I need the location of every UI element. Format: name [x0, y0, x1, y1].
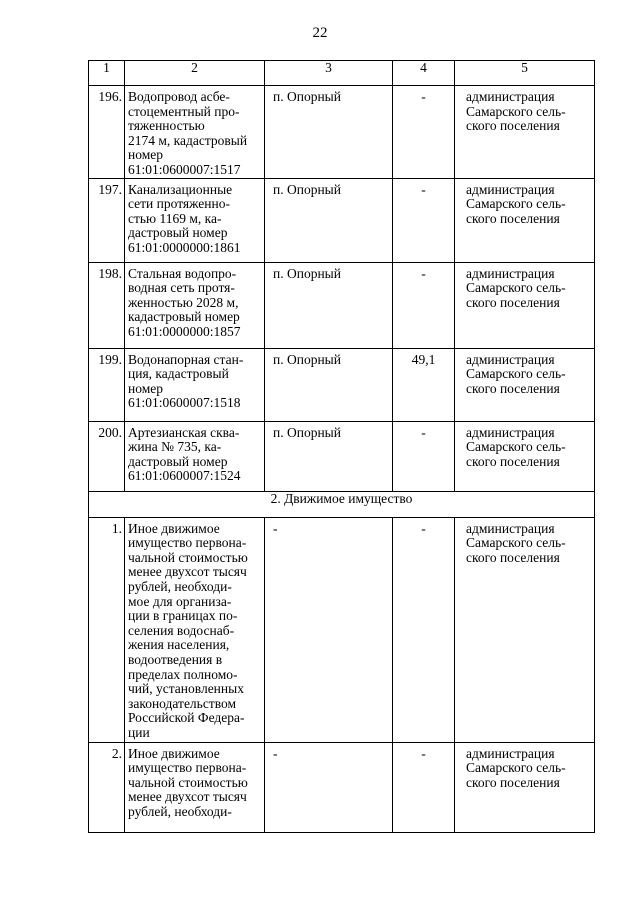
table-row — [89, 86, 595, 179]
name-line: менее двухсот тысяч — [128, 564, 247, 580]
name-line: тяженностью — [128, 118, 205, 134]
name-line: дастровый номер — [128, 225, 228, 241]
header-cell-5: 5 — [455, 61, 595, 86]
row-number: 196. — [89, 86, 125, 179]
name-line: ция, кадастровый — [128, 366, 229, 382]
owner-line: ского поселения — [466, 453, 560, 469]
name-line: менее двухсот тысяч — [128, 789, 247, 805]
property-location: п. Опорный — [265, 262, 393, 348]
name-line: сети протяженно- — [128, 196, 230, 212]
row-number: 200. — [89, 421, 125, 491]
name-line: номер — [128, 380, 164, 396]
property-name — [125, 517, 265, 742]
name-line: номер — [128, 147, 164, 163]
name-line: женностью 2028 м, — [128, 294, 239, 310]
name-line: Канализационные — [128, 181, 233, 197]
owner-line: Самарского сель- — [466, 439, 566, 455]
property-area: - — [393, 86, 455, 179]
property-location: - — [265, 742, 393, 832]
property-location: - — [265, 517, 393, 742]
row-number: 2. — [89, 742, 125, 832]
name-line: 61:01:0000000:1857 — [128, 323, 241, 339]
property-area: - — [393, 421, 455, 491]
row-number: 197. — [89, 178, 125, 262]
name-line: Иное движимое — [128, 745, 220, 761]
property-location: п. Опорный — [265, 178, 393, 262]
property-name — [125, 178, 265, 262]
name-line: имущество первона- — [128, 535, 247, 551]
name-line: мое для организа- — [128, 593, 232, 609]
property-owner — [455, 348, 595, 421]
owner-line: Самарского сель- — [466, 366, 566, 382]
owner-line: администрация — [466, 351, 555, 367]
property-area: - — [393, 742, 455, 832]
owner-line: ского поселения — [466, 380, 560, 396]
header-cell-4: 4 — [393, 61, 455, 86]
name-line: стью 1169 м, ка- — [128, 210, 222, 226]
name-line: 61:01:0600007:1524 — [128, 468, 241, 484]
owner-line: Самарского сель- — [466, 535, 566, 551]
property-location: п. Опорный — [265, 421, 393, 491]
row-number: 198. — [89, 262, 125, 348]
header-cell-1: 1 — [89, 61, 125, 86]
owner-line: администрация — [466, 520, 555, 536]
name-line: Российской Федера- — [128, 710, 245, 726]
name-line: селения водоснаб- — [128, 622, 235, 638]
table-row — [89, 421, 595, 491]
header-row — [89, 61, 595, 86]
property-area: - — [393, 262, 455, 348]
property-owner — [455, 178, 595, 262]
section-title: 2. Движимое имущество — [89, 491, 595, 517]
property-owner — [455, 421, 595, 491]
property-location: п. Опорный — [265, 348, 393, 421]
property-owner — [455, 742, 595, 832]
table-row — [89, 178, 595, 262]
page-number: 22 — [312, 25, 328, 41]
name-line: водная сеть протя- — [128, 280, 235, 296]
name-line: Водопровод асбе- — [128, 89, 230, 104]
owner-line: ского поселения — [466, 294, 560, 310]
property-name — [125, 86, 265, 179]
owner-line: администрация — [466, 745, 555, 761]
name-line: рублей, необходи- — [128, 578, 232, 594]
table-row — [89, 517, 595, 742]
row-number: 199. — [89, 348, 125, 421]
name-line: пределах полномо- — [128, 666, 238, 682]
property-registry-table — [88, 60, 595, 833]
name-line: жина № 735, ка- — [128, 439, 222, 455]
table-row — [89, 348, 595, 421]
name-line: водоотведения в — [128, 651, 223, 667]
name-line: жения населения, — [128, 637, 230, 653]
name-line: Стальная водопро- — [128, 265, 237, 281]
property-owner — [455, 517, 595, 742]
owner-line: ского поселения — [466, 118, 560, 134]
name-line: Иное движимое — [128, 520, 220, 536]
name-line: ции в границах по- — [128, 608, 238, 624]
owner-line: Самарского сель- — [466, 196, 566, 212]
name-line: 2174 м, кадастровый — [128, 132, 248, 148]
row-number: 1. — [89, 517, 125, 742]
owner-line: Самарского сель- — [466, 280, 566, 296]
name-line: рублей, необходи- — [128, 803, 232, 819]
name-line: Артезианская сква- — [128, 424, 240, 440]
table-row — [89, 742, 595, 832]
name-line: чий, установленных — [128, 681, 244, 697]
name-line: 61:01:0000000:1861 — [128, 239, 241, 255]
property-owner — [455, 262, 595, 348]
header-cell-2: 2 — [125, 61, 265, 86]
name-line: Водонапорная стан- — [128, 351, 244, 367]
owner-line: Самарского сель- — [466, 760, 566, 776]
owner-line: ского поселения — [466, 549, 560, 565]
name-line: имущество первона- — [128, 760, 247, 776]
property-area: - — [393, 517, 455, 742]
name-line: законодательством — [128, 695, 237, 711]
name-line: стоцементный про- — [128, 103, 240, 119]
owner-line: администрация — [466, 181, 555, 197]
owner-line: ского поселения — [466, 210, 560, 226]
property-area: - — [393, 178, 455, 262]
name-line: 61:01:0600007:1517 — [128, 161, 241, 177]
name-line: ции — [128, 724, 150, 740]
property-owner — [455, 86, 595, 179]
property-name — [125, 421, 265, 491]
owner-line: администрация — [466, 265, 555, 281]
property-name — [125, 348, 265, 421]
owner-line: администрация — [466, 89, 555, 104]
owner-line: администрация — [466, 424, 555, 440]
property-location: п. Опорный — [265, 86, 393, 179]
header-cell-3: 3 — [265, 61, 393, 86]
owner-line: ского поселения — [466, 774, 560, 790]
table-row — [89, 262, 595, 348]
name-line: дастровый номер — [128, 453, 228, 469]
name-line: 61:01:0600007:1518 — [128, 395, 241, 411]
name-line: чальной стоимостью — [128, 774, 248, 790]
property-area: 49,1 — [393, 348, 455, 421]
property-name — [125, 262, 265, 348]
property-name — [125, 742, 265, 832]
section-row — [89, 491, 595, 517]
owner-line: Самарского сель- — [466, 103, 566, 119]
name-line: кадастровый номер — [128, 309, 240, 325]
name-line: чальной стоимостью — [128, 549, 248, 565]
